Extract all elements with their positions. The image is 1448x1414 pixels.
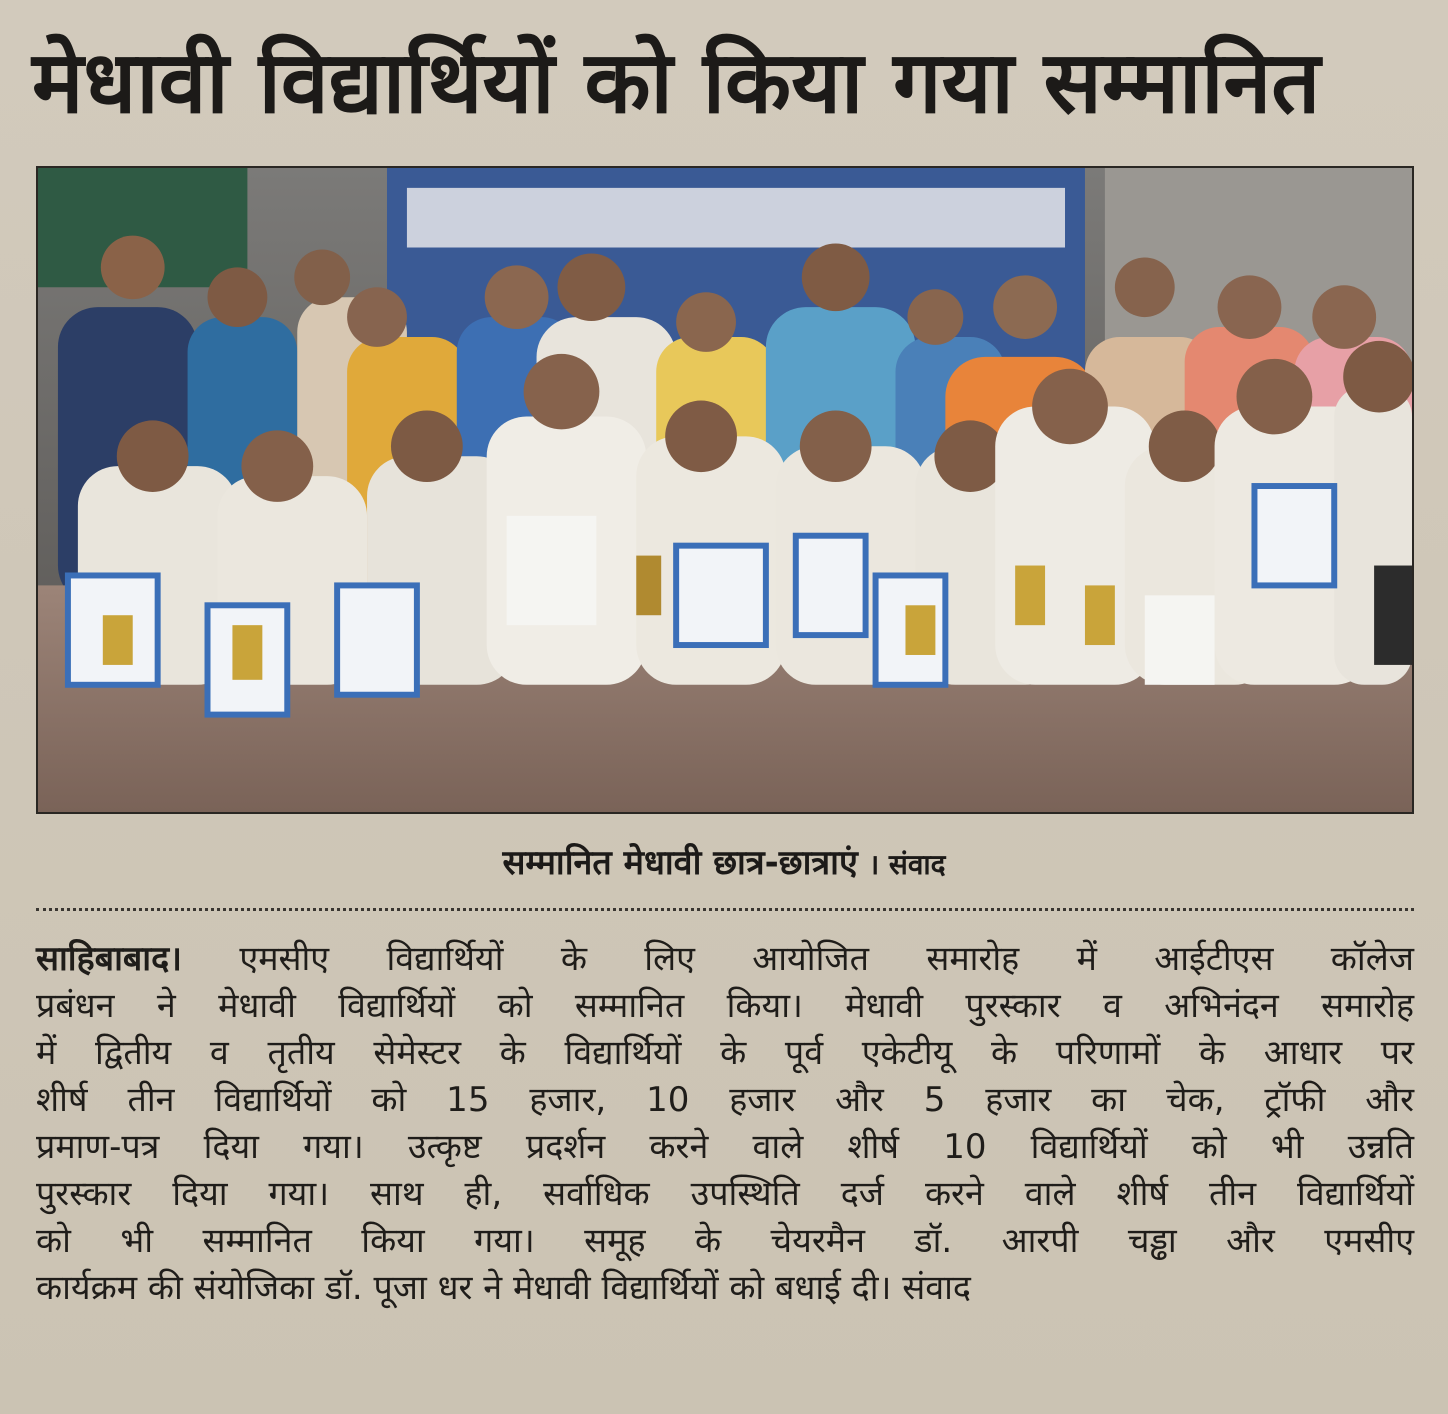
dateline: साहिबाबाद। [36, 939, 183, 979]
headline: मेधावी विद्यार्थियों को किया गया सम्मानित [32, 33, 1321, 133]
article-line: पुरस्कार दिया गया। साथ ही, सर्वाधिक उपस्थिति दर्ज करने वाले शीर्ष तीन विद्यार्थियों [36, 1174, 1414, 1214]
article-line: प्रबंधन ने मेधावी विद्यार्थियों को सम्मानित किया। मेधावी पुरस्कार व अभिनंदन समारोह [36, 986, 1414, 1026]
article-line: प्रमाण-पत्र दिया गया। उत्कृष्ट प्रदर्शन करने वाले शीर्ष 10 विद्यार्थियों को भी उन्नति [36, 1127, 1414, 1167]
article-line: साहिबाबाद। एमसीए विद्यार्थियों के लिए आयोजित समारोह में आईटीएस कॉलेज [36, 939, 1414, 979]
article-body [36, 936, 1414, 1312]
article-line: में द्वितीय व तृतीय सेमेस्टर के विद्यार्थियों के पूर्व एकेटीयू के परिणामों के आधार पर [36, 1033, 1414, 1073]
caption-credit: । संवाद [868, 848, 946, 881]
group-photo-illustration [38, 168, 1412, 812]
photo-caption [0, 838, 1448, 890]
dotted-divider [36, 908, 1414, 911]
article-line: को भी सम्मानित किया गया। समूह के चेयरमैन डॉ. आरपी चड्ढा और एमसीए [36, 1221, 1414, 1261]
group-photo [36, 166, 1414, 814]
caption-text: सम्मानित मेधावी छात्र-छात्राएं [502, 843, 858, 883]
article-line: शीर्ष तीन विद्यार्थियों को 15 हजार, 10 हजार और 5 हजार का चेक, ट्रॉफी और [36, 1080, 1414, 1120]
article-line: कार्यक्रम की संयोजिका डॉ. पूजा धर ने मेधावी विद्यार्थियों को बधाई दी। संवाद [36, 1268, 971, 1308]
